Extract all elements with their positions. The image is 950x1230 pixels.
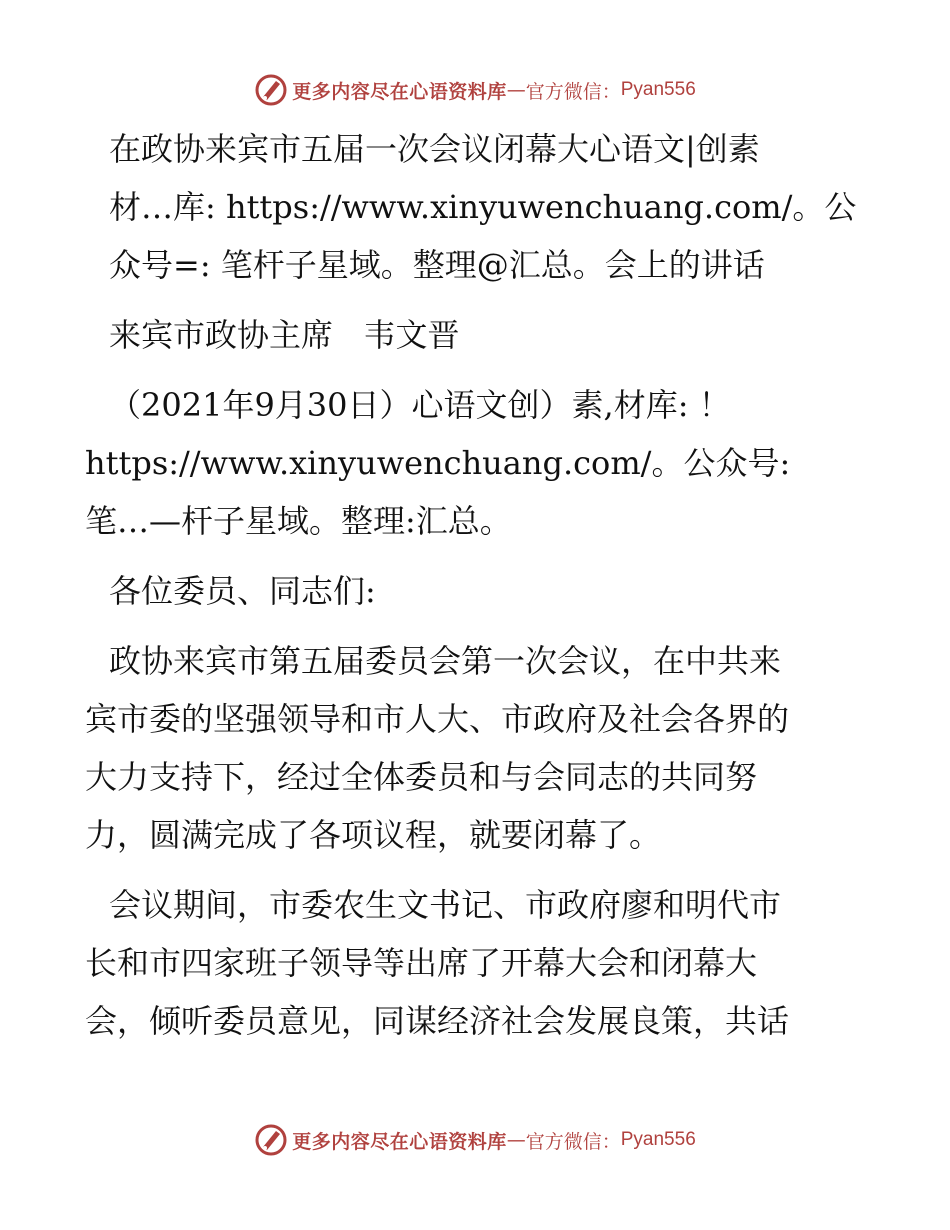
author-line [97,306,857,364]
banner-official-label: 官方微信： [525,1130,621,1153]
banner-slogan: 更多内容尽在心语资料库 [292,1130,507,1153]
document-body [85,120,857,1062]
title-line-3: 众号=: 笔杆子星域。整理@汇总。会上的讲话 [109,246,765,284]
para2-line-3: 会，倾听委员意见，同谋经济社会发展良策，共话 [85,1002,790,1040]
header-watermark-banner [0,70,950,110]
date-line-3: 笔…—杆子星域。整理:汇总。 [85,502,512,540]
para2-line-2: 长和市四家班子领导等出席了开幕大会和闭幕大 [85,944,758,982]
banner-dash: — [506,79,526,101]
date-line-1: （2021年9月30日）心语文创）素,材库: ！ [109,386,731,424]
title-line-2: 材…库: https://www.xinyuwenchuang.com/。公 [109,188,857,226]
para2-line-1: 会议期间，市委农生文书记、市政府廖和明代市 [109,886,782,924]
banner-dash: — [506,1129,526,1151]
document-title [97,120,857,294]
banner-slogan: 更多内容尽在心语资料库 [292,80,507,103]
quill-logo-icon [254,1123,288,1157]
para1-line-4: 力，圆满完成了各项议程，就要闭幕了。 [85,816,662,854]
quill-logo-icon [254,73,288,107]
para1-line-1: 政协来宾市第五届委员会第一次会议，在中共来 [109,642,782,680]
banner-wechat-id: Pyan556 [620,79,696,100]
banner-wechat-id: Pyan556 [620,1129,696,1150]
date-line-2: https://www.xinyuwenchuang.com/。公众号: [85,444,791,482]
para1-line-3: 大力支持下，经过全体委员和与会同志的共同努 [85,758,758,796]
paragraph-1 [85,632,857,864]
paragraph-2 [85,876,857,1050]
title-line-1: 在政协来宾市五届一次会议闭幕大心语文|创素 [109,130,760,168]
banner-official-label: 官方微信： [525,80,621,103]
para1-line-2: 宾市委的坚强领导和市人大、市政府及社会各界的 [85,700,790,738]
salutation [97,562,857,620]
salutation-text: 各位委员、同志们: [109,572,376,610]
footer-watermark-banner [0,1120,950,1160]
date-block [85,376,857,550]
author-text: 来宾市政协主席 韦文晋 [109,316,460,354]
